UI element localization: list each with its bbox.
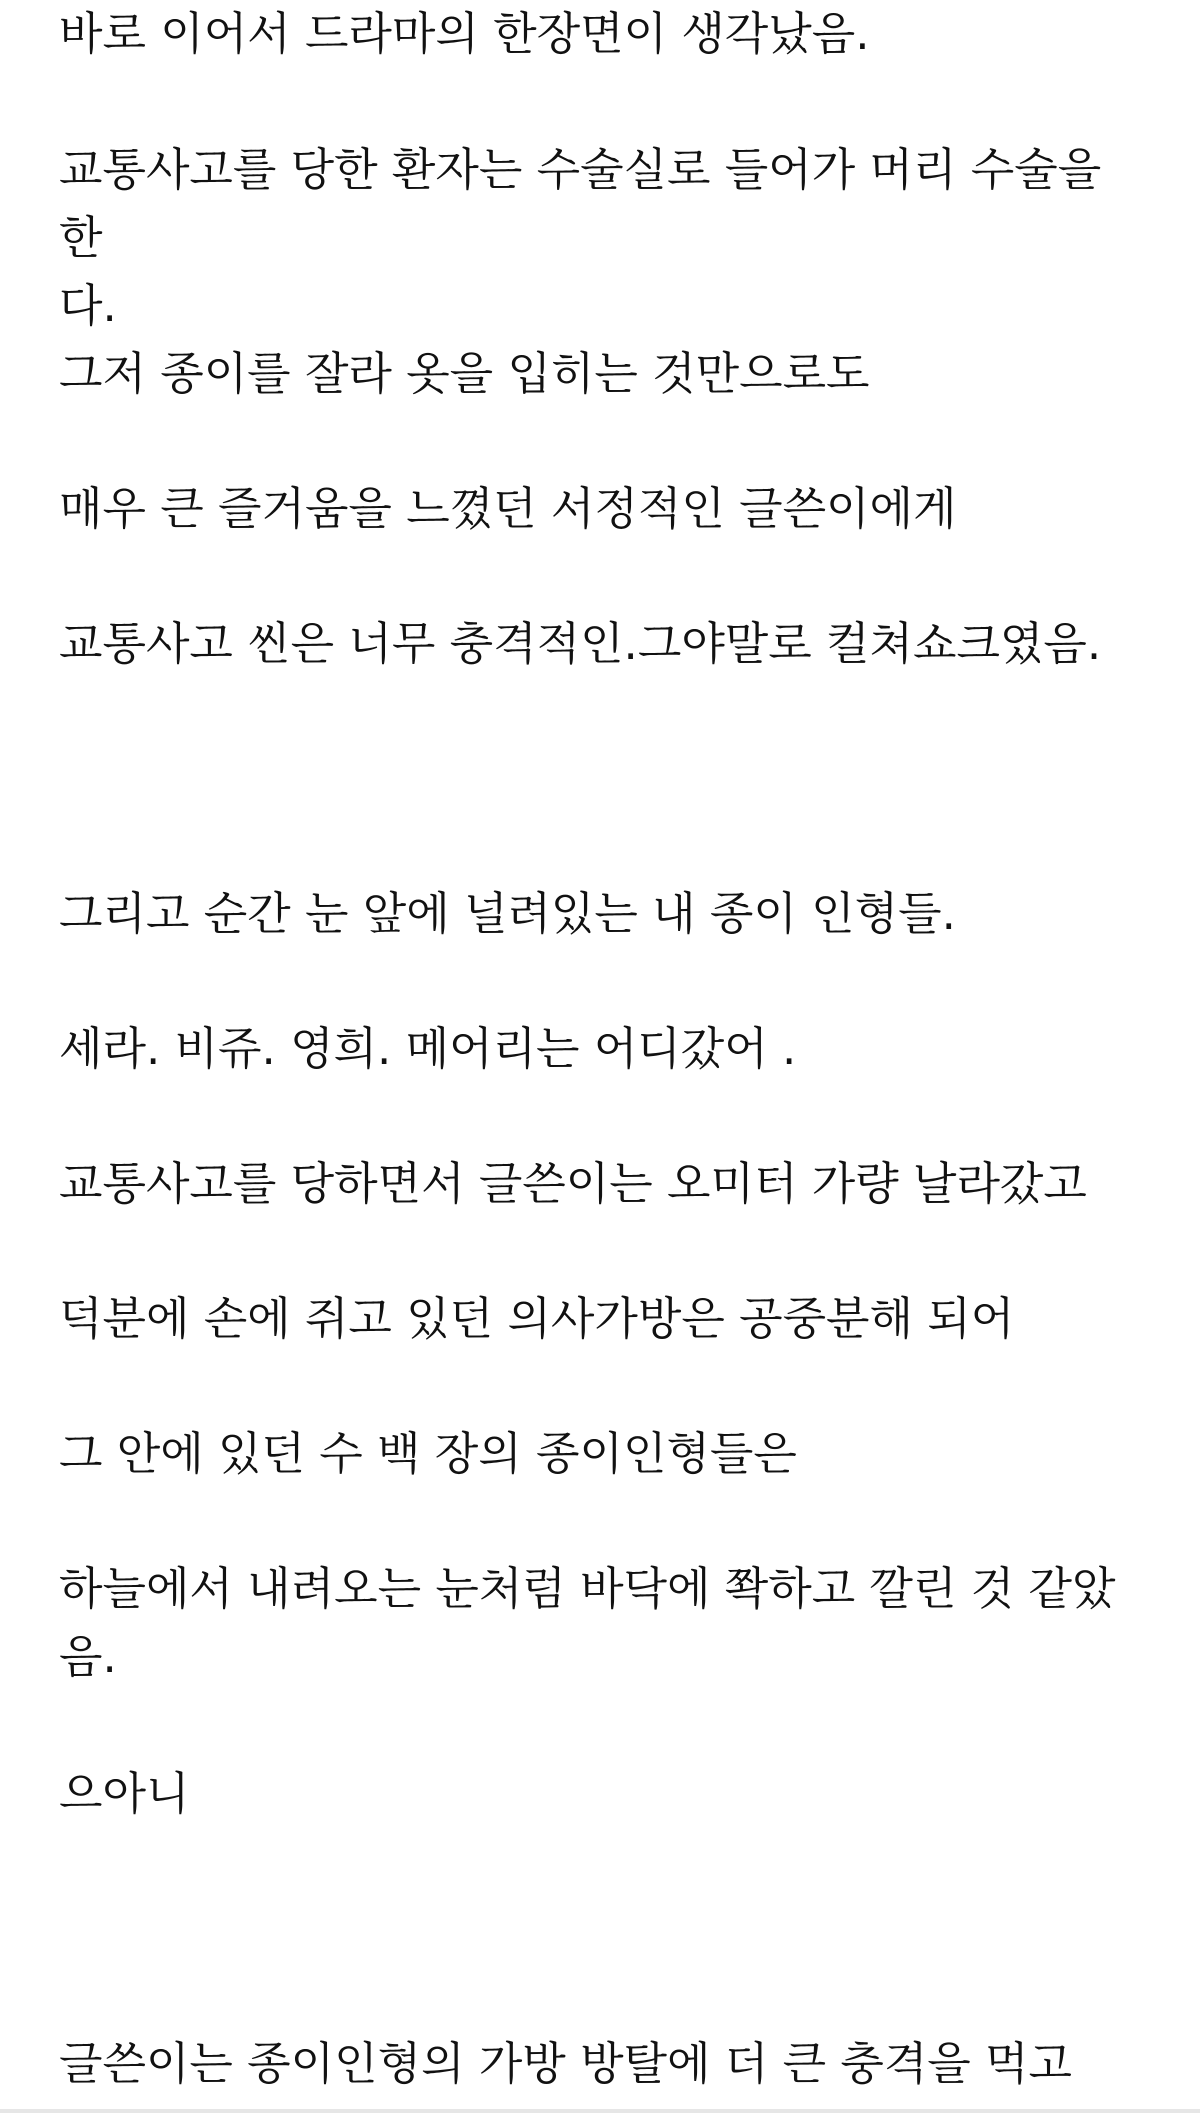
paragraph-1: 바로 이어서 드라마의 한장면이 생각났음. [59, 7, 870, 60]
paragraph-11-line-2: 음. [59, 1630, 117, 1683]
paragraph-6: 그리고 순간 눈 앞에 널려있는 내 종이 인형들. [59, 887, 956, 940]
paragraph-4: 매우 큰 즐거움을 느꼈던 서정적인 글쓴이에게 [59, 482, 957, 535]
paragraph-3: 그저 종이를 잘라 옷을 입히는 것만으로도 [59, 347, 870, 400]
bottom-divider [0, 2109, 1200, 2113]
paragraph-13: 글쓴이는 종이인형의 가방 방탈에 더 큰 충격을 먹고 [59, 2037, 1073, 2090]
paragraph-8: 교통사고를 당하면서 글쓴이는 오미터 가량 날라갔고 [59, 1157, 1087, 1210]
paragraph-9: 덕분에 손에 쥐고 있던 의사가방은 공중분해 되어 [59, 1292, 1015, 1345]
paragraph-11-line-1: 하늘에서 내려오는 눈처럼 바닥에 쫙하고 깔린 것 같았 [59, 1562, 1116, 1615]
paragraph-11 [59, 1555, 1149, 1691]
paragraph-2-line-2: 다. [59, 279, 117, 332]
paragraph-7: 세라. 비쥬. 영희. 메어리는 어디갔어 . [59, 1022, 797, 1075]
paragraph-12: 으아니 [59, 1767, 190, 1820]
paragraph-2-line-1: 교통사고를 당한 환자는 수술실로 들어가 머리 수술을 한 [59, 143, 1102, 264]
paragraph-10: 그 안에 있던 수 백 장의 종이인형들은 [59, 1427, 797, 1480]
paragraph-5: 교통사고 씬은 너무 충격적인.그야말로 컬쳐쇼크였음. [59, 617, 1102, 670]
paragraph-2 [59, 136, 1149, 340]
